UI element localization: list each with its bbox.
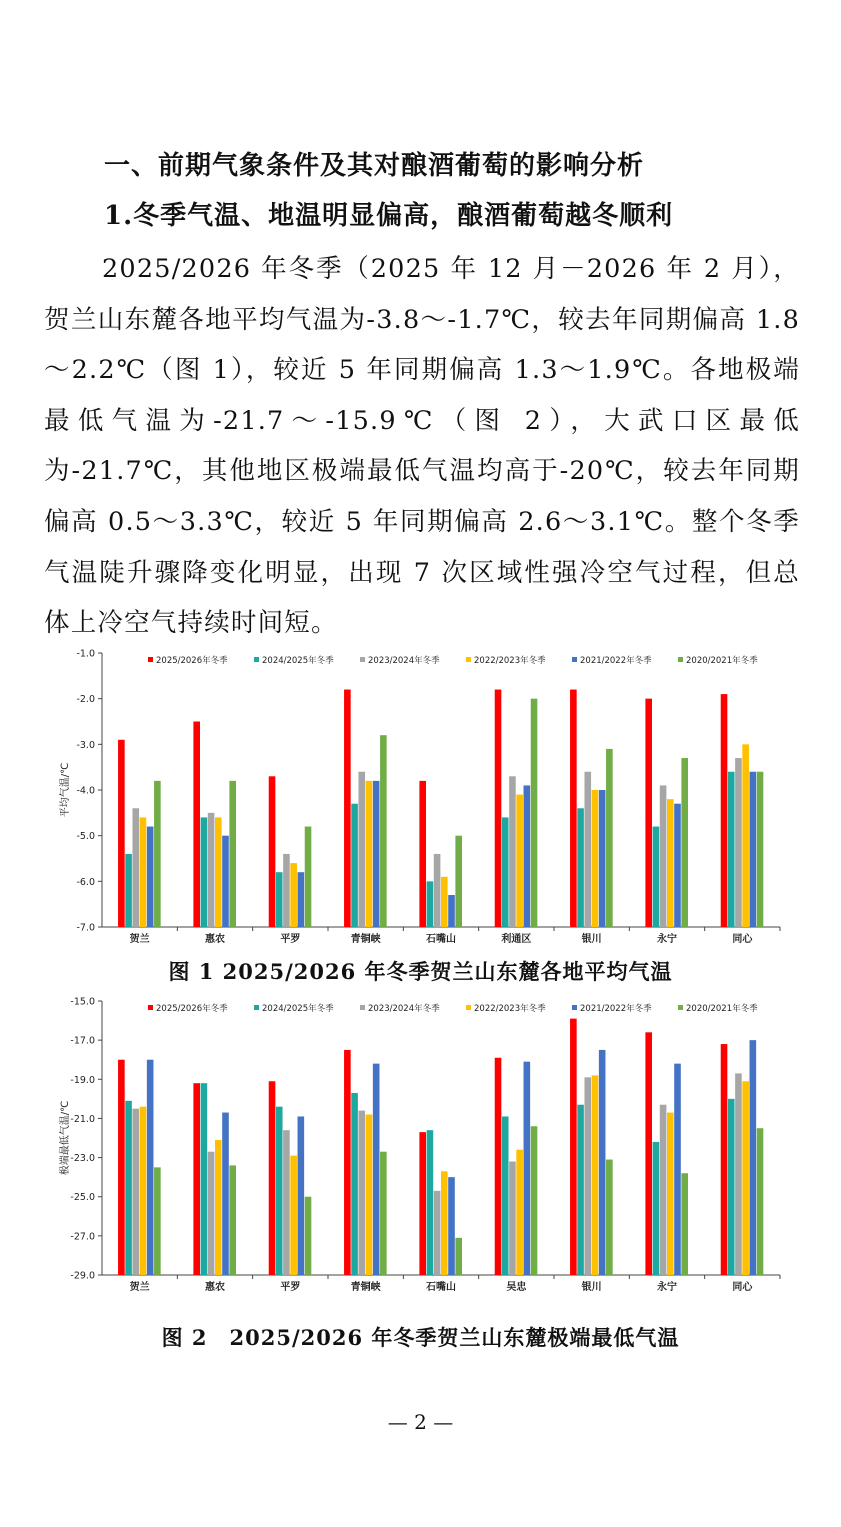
bar-平罗-2024/2025年冬季 [276,872,283,927]
bar-贺兰-2021/2022年冬季 [147,827,154,927]
y-tick-label: -29.0 [70,1270,95,1282]
bar-石嘴山-2021/2022年冬季 [448,1177,455,1275]
x-tick-label: 利通区 [501,934,532,945]
subsection-heading: 1.冬季气温、地温明显偏高，酿酒葡萄越冬顺利 [104,201,674,231]
y-tick-label: -5.0 [76,831,95,843]
bar-惠农-2023/2024年冬季 [208,1152,215,1275]
bar-石嘴山-2020/2021年冬季 [455,836,462,927]
body-paragraph: 2025/2026 年冬季（2025 年 12 月－2026 年 2 月），贺兰山东麓各地平均气温为-3.8～-1.7℃，较去年同期偏高 1.8～2.2℃（图 1），较近 5 年同期偏高 1.3～1.9℃。各地极端最低气温为-21.7～-15.9℃（图 2），大武口区最低为-21.7℃，其他地区极端最低气温均高于-20℃，较去年同期偏高 0.5～3.3℃，较近 5 年同期偏高 2.6～3.1℃。整个冬季气温陡升骤降变化明显，出现 7 次区域性强冷空气过程，但总体上冷空气持续时间短。 [44,254,800,639]
bar-银川-2025/2026年冬季 [570,1019,577,1275]
bar-同心-2021/2022年冬季 [750,1040,757,1275]
bar-永宁-2021/2022年冬季 [674,804,681,927]
bar-永宁-2020/2021年冬季 [681,1173,688,1275]
figure-2-caption: 图 2 2025/2026 年冬季贺兰山东麓极端最低气温 [161,1325,680,1350]
bar-石嘴山-2024/2025年冬季 [427,881,434,927]
bar-青铜峡-2024/2025年冬季 [351,804,358,927]
legend-swatch [360,1005,365,1010]
bar-石嘴山-2025/2026年冬季 [419,781,426,927]
bar-平罗-2025/2026年冬季 [269,776,276,927]
bar-青铜峡-2022/2023年冬季 [366,1115,373,1275]
legend-label: 2021/2022年冬季 [580,1004,652,1014]
bar-平罗-2020/2021年冬季 [305,1197,312,1275]
bar-银川-2023/2024年冬季 [584,772,591,927]
bar-石嘴山-2024/2025年冬季 [427,1130,434,1275]
bar-惠农-2025/2026年冬季 [193,722,200,928]
legend-label: 2023/2024年冬季 [368,1004,440,1014]
bar-银川-2025/2026年冬季 [570,690,577,927]
bar-平罗-2022/2023年冬季 [290,1156,297,1275]
bar-惠农-2020/2021年冬季 [229,781,236,927]
bar-永宁-2022/2023年冬季 [667,1113,674,1275]
legend-swatch [360,657,365,662]
x-tick-label: 平罗 [280,934,301,945]
legend-label: 2024/2025年冬季 [262,656,334,666]
bar-吴忠-2021/2022年冬季 [524,1062,531,1275]
bar-青铜峡-2021/2022年冬季 [373,781,380,927]
x-tick-label: 惠农 [205,934,225,945]
bar-贺兰-2022/2023年冬季 [140,817,147,927]
bar-同心-2025/2026年冬季 [721,1044,728,1275]
bar-平罗-2024/2025年冬季 [276,1107,283,1275]
bar-利通区-2023/2024年冬季 [509,776,516,927]
legend-swatch [254,1005,259,1010]
legend-swatch [148,657,153,662]
legend-swatch [148,1005,153,1010]
bar-银川-2024/2025年冬季 [577,1105,584,1275]
bar-贺兰-2024/2025年冬季 [125,1101,132,1275]
bar-银川-2021/2022年冬季 [599,790,606,927]
bar-同心-2024/2025年冬季 [728,1099,735,1275]
bar-银川-2022/2023年冬季 [592,790,599,927]
bar-青铜峡-2023/2024年冬季 [358,772,365,927]
x-tick-label: 银川 [581,1282,602,1293]
bar-贺兰-2024/2025年冬季 [125,854,132,927]
bar-石嘴山-2020/2021年冬季 [455,1238,462,1275]
y-tick-label: -15.0 [70,996,95,1008]
y-tick-label: -7.0 [76,922,95,934]
bar-惠农-2023/2024年冬季 [208,813,215,927]
legend-label: 2020/2021年冬季 [686,1004,758,1014]
bar-贺兰-2021/2022年冬季 [147,1060,154,1275]
bar-同心-2022/2023年冬季 [742,1081,749,1275]
bar-贺兰-2020/2021年冬季 [154,781,161,927]
bar-贺兰-2022/2023年冬季 [140,1107,147,1275]
bar-利通区-2021/2022年冬季 [524,785,531,927]
bar-永宁-2024/2025年冬季 [653,1142,660,1275]
bar-贺兰-2023/2024年冬季 [132,1109,139,1275]
x-tick-label: 银川 [581,934,602,945]
bar-石嘴山-2021/2022年冬季 [448,895,455,927]
bar-惠农-2024/2025年冬季 [201,1083,208,1275]
x-tick-label: 贺兰 [129,934,150,945]
bar-银川-2020/2021年冬季 [606,1160,613,1275]
min-temperature-chart [40,993,800,1293]
bar-青铜峡-2021/2022年冬季 [373,1064,380,1275]
bar-永宁-2021/2022年冬季 [674,1064,681,1275]
bar-利通区-2022/2023年冬季 [516,795,523,927]
bar-银川-2020/2021年冬季 [606,749,613,927]
bar-平罗-2021/2022年冬季 [298,1116,305,1275]
bar-银川-2023/2024年冬季 [584,1077,591,1275]
bar-吴忠-2023/2024年冬季 [509,1161,516,1275]
avg-temperature-chart [40,645,800,945]
y-tick-label: -3.0 [76,739,95,751]
bar-惠农-2021/2022年冬季 [222,836,229,927]
bar-贺兰-2023/2024年冬季 [132,808,139,927]
y-tick-label: -2.0 [76,694,95,706]
legend-swatch [466,1005,471,1010]
bar-吴忠-2025/2026年冬季 [495,1058,502,1275]
bar-同心-2022/2023年冬季 [742,744,749,927]
bar-永宁-2024/2025年冬季 [653,827,660,927]
bar-青铜峡-2022/2023年冬季 [366,781,373,927]
bar-同心-2020/2021年冬季 [757,772,764,927]
legend-swatch [572,1005,577,1010]
figure-1-caption: 图 1 2025/2026 年冬季贺兰山东麓各地平均气温 [168,959,673,984]
bar-吴忠-2020/2021年冬季 [531,1126,538,1275]
bar-石嘴山-2023/2024年冬季 [434,1191,441,1275]
bar-惠农-2024/2025年冬季 [201,817,208,927]
bar-石嘴山-2022/2023年冬季 [441,877,448,927]
bar-青铜峡-2024/2025年冬季 [351,1093,358,1275]
bar-贺兰-2025/2026年冬季 [118,740,125,927]
x-tick-label: 永宁 [657,934,677,945]
bar-贺兰-2020/2021年冬季 [154,1167,161,1275]
legend-label: 2025/2026年冬季 [156,656,228,666]
legend-label: 2021/2022年冬季 [580,656,652,666]
y-tick-label: -6.0 [76,876,95,888]
legend-label: 2024/2025年冬季 [262,1004,334,1014]
x-tick-label: 青铜峡 [350,934,381,945]
bar-永宁-2020/2021年冬季 [681,758,688,927]
bar-青铜峡-2020/2021年冬季 [380,735,387,927]
bar-石嘴山-2023/2024年冬季 [434,854,441,927]
y-tick-label: -17.0 [70,1035,95,1047]
legend-label: 2020/2021年冬季 [686,656,758,666]
bar-同心-2020/2021年冬季 [757,1128,764,1275]
bar-永宁-2025/2026年冬季 [645,1032,652,1275]
y-axis-label: 极端最低气温/℃ [60,1100,71,1176]
bar-平罗-2022/2023年冬季 [290,863,297,927]
legend-swatch [572,657,577,662]
legend-swatch [678,657,683,662]
y-tick-label: -4.0 [76,785,95,797]
bar-永宁-2023/2024年冬季 [660,1105,667,1275]
x-tick-label: 惠农 [205,1282,225,1293]
y-tick-label: -21.0 [70,1113,95,1125]
bar-同心-2021/2022年冬季 [750,772,757,927]
bar-石嘴山-2025/2026年冬季 [419,1132,426,1275]
legend-label: 2023/2024年冬季 [368,656,440,666]
y-axis-label: 平均气温/℃ [60,762,71,818]
page-number: — 2 — [387,1410,454,1434]
x-tick-label: 石嘴山 [426,1282,456,1293]
bar-平罗-2023/2024年冬季 [283,854,290,927]
bar-永宁-2025/2026年冬季 [645,699,652,927]
bar-青铜峡-2025/2026年冬季 [344,1050,351,1275]
bar-惠农-2025/2026年冬季 [193,1083,200,1275]
legend-label: 2022/2023年冬季 [474,656,546,666]
x-tick-label: 石嘴山 [426,934,456,945]
bar-同心-2025/2026年冬季 [721,694,728,927]
bar-银川-2021/2022年冬季 [599,1050,606,1275]
y-tick-label: -27.0 [70,1231,95,1243]
bar-同心-2023/2024年冬季 [735,758,742,927]
legend-label: 2022/2023年冬季 [474,1004,546,1014]
bar-利通区-2020/2021年冬季 [531,699,538,927]
bar-贺兰-2025/2026年冬季 [118,1060,125,1275]
legend-label: 2025/2026年冬季 [156,1004,228,1014]
legend-swatch [678,1005,683,1010]
bar-惠农-2020/2021年冬季 [229,1165,236,1275]
x-tick-label: 青铜峡 [350,1282,381,1293]
section-heading: 一、前期气象条件及其对酿酒葡萄的影响分析 [104,151,645,181]
bar-平罗-2025/2026年冬季 [269,1081,276,1275]
bar-同心-2024/2025年冬季 [728,772,735,927]
bar-平罗-2021/2022年冬季 [298,872,305,927]
bar-青铜峡-2020/2021年冬季 [380,1152,387,1275]
bar-银川-2022/2023年冬季 [592,1075,599,1275]
bar-利通区-2025/2026年冬季 [495,690,502,927]
bar-同心-2023/2024年冬季 [735,1073,742,1275]
y-tick-label: -23.0 [70,1153,95,1165]
bar-石嘴山-2022/2023年冬季 [441,1171,448,1275]
x-tick-label: 贺兰 [129,1282,150,1293]
x-tick-label: 永宁 [657,1282,677,1293]
bar-吴忠-2022/2023年冬季 [516,1150,523,1275]
bar-银川-2024/2025年冬季 [577,808,584,927]
x-tick-label: 同心 [732,1282,753,1293]
bar-青铜峡-2025/2026年冬季 [344,690,351,927]
x-tick-label: 平罗 [280,1282,301,1293]
bar-永宁-2022/2023年冬季 [667,799,674,927]
bar-永宁-2023/2024年冬季 [660,785,667,927]
x-tick-label: 同心 [732,934,753,945]
x-tick-label: 吴忠 [506,1282,527,1293]
legend-swatch [466,657,471,662]
bar-惠农-2022/2023年冬季 [215,817,222,927]
bar-利通区-2024/2025年冬季 [502,817,509,927]
y-tick-label: -25.0 [70,1192,95,1204]
y-tick-label: -19.0 [70,1074,95,1086]
legend-swatch [254,657,259,662]
bar-平罗-2020/2021年冬季 [305,827,312,927]
bar-青铜峡-2023/2024年冬季 [358,1111,365,1275]
y-tick-label: -1.0 [76,648,95,660]
bar-惠农-2022/2023年冬季 [215,1140,222,1275]
bar-吴忠-2024/2025年冬季 [502,1116,509,1275]
bar-平罗-2023/2024年冬季 [283,1130,290,1275]
bar-惠农-2021/2022年冬季 [222,1113,229,1275]
